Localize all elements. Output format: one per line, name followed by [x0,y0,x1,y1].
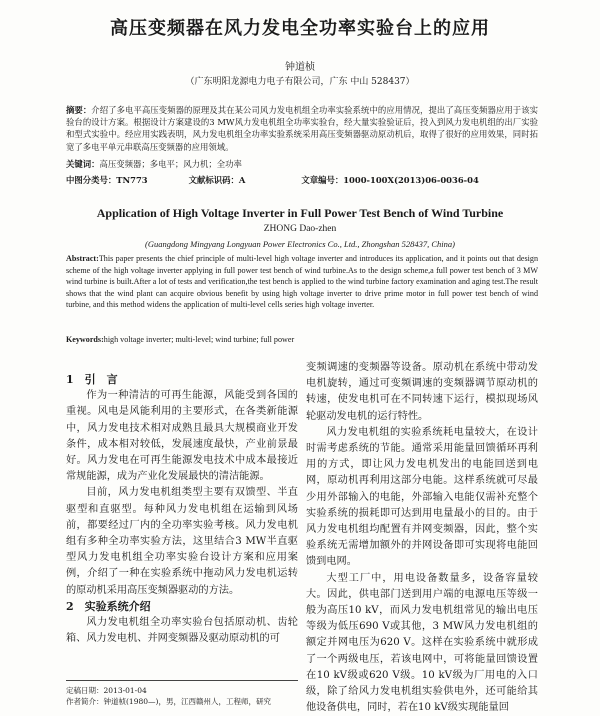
meta-zh [66,174,538,186]
clc-number: 中图分类号：TN773 [66,175,148,185]
keywords-zh [66,158,538,170]
section-2-paragraph: 风力发电机组全功率实验台包括原动机、齿轮箱、风力发电机、并网变频器及驱动原动机的可 [66,617,298,645]
section-1-paragraph: 作为一种清洁的可再生能源，风能受到各国的重视。风电是风能利用的主要形式，在各类新能源中，风力发电技术相对成熟且最具大规模商业开发条件，成本相对较低，发展速度最快，产业前景最好。风力发电在可再生能源发电技术中成本最接近常规能源，成为产业化发展最快的清洁能源。 [66,390,298,483]
abstract-zh-text: 介绍了多电平高压变频器的原理及其在某公司风力发电机组全功率实验系统中的应用情况，提出了高压变频器应用于该实验台的设计方案。根据设计方案建设的3 MW风力发电机组全功率实验台，经大量实验验证后，投入到风力发电机组的出厂实验和型式实验中。经应用实践表明，风力发电机组全功率实验系统采用高压变频器驱动原动机后，取得了很好的应用效果，同时拓宽了多电平单元串联高压变频器的应用领域。 [66,105,539,152]
column-2-paragraph: 大型工厂中，用电设备数量多，设备容量较大。因此，供电部门送到用户端的电源电压等级一般为高压10 kV，而风力发电机组常见的输出电压等级为低压690 V或其他，3 MW风力发电机组的额定并网电压为620 V。这样在实验系统中就形成了一个两级电压，若该电网中，可将能量回馈设置在10 kV级或620 V级。10 kV级为厂用电的入口级，除了给风力发电机组实验供电外，还可能给其他设备供电，同时，若在10 kV级实现能量回 [306,572,538,714]
keywords-zh-text: 高压变频器；多电平；风力机；全功率 [99,159,242,169]
footnote [66,680,298,707]
affiliation-en: (Guangdong Mingyang Longyuan Power Electronics Co., Ltd., Zhongshan 528437, China) [145,239,455,249]
paper-title-en: Application of High Voltage Inverter in Full Power Test Bench of Wind Turbine [96,206,504,220]
author-zh: 钟道桢 [285,62,315,73]
paper-title-zh: 高压变频器在风力发电全功率实验台上的应用 [110,18,490,39]
abstract-en [66,253,538,311]
received-date: 定稿日期：2013-01-04 [66,686,147,695]
keywords-en-label: Keywords: [66,335,104,344]
keywords-en-text: high voltage inverter; multi-level; wind turbine; full power [103,335,295,344]
doc-code: 文献标识码：A [188,175,246,185]
column-2-paragraph: 风力发电机组的实验系统耗电量较大，在设计时需考虑系统的节能。通常采用能量回馈循环再利用的方式，即让风力发电机发出的电能回送到电网，原动机再利用这部分电能。这样系统就可尽最少用外部输入的电能，外部输入电能仅需补充整个实验系统的损耗即可达到用电量最小的目的。由于风力发电机组均配置有并网变频器，因此，整个实验系统无需增加额外的并网设备即可实现将电能回馈到电网。 [306,426,538,568]
abstract-en-label: Abstract: [66,254,99,263]
author-intro: 作者简介：钟道桢(1980—)，男，江西赣州人，工程师，研究 [66,697,271,706]
article-number: 文章编号：1000-100X(2013)06-0036-04 [301,175,479,185]
keywords-zh-label: 关键词： [66,159,100,169]
author-en: ZHONG Dao-zhen [263,224,337,234]
column-2-paragraph: 变频调速的变频器等设备。原动机在系统中带动发电机旋转，通过可变频调速的变频器调节原动机的转速，使发电机可在不同转速下运行，模拟现场风轮驱动发电机的运行特性。 [306,362,538,422]
abstract-en-text: This paper presents the chief principle of multi-level high voltage inverter and introduces its application, and it points out that design scheme of the high voltage inverter applying in full power test bench of wind turbine.As to the design scheme,a full power test bench of 3 MW wind turbine is built.After a lot of tests and verification,the test bench is applied to the wind turbine factory examination and aging test.The result shows that the wind plant can acquire obvious benefit by using high voltage inverter to drive prime motor in full power test bench of wind turbine, and this method widens the application of multi-level cells series high voltage inverter. [66,254,538,310]
section-1-heading: 1 引 言 [66,373,118,386]
section-1-paragraph: 目前，风力发电机组类型主要有双馈型、半直驱型和直驱型。每种风力发电机组在运输到风场前，都要经过厂内的全功率实验考核。风力发电机组有多种全功率实验方法，这里结合3 MW半直驱型风力发电机组全功率实验台设计方案和应用案例，介绍了一种在实验系统中拖动风力发电机运转的原动机采用高压变频器驱动的方法。 [66,487,298,596]
abstract-zh [66,104,538,153]
abstract-zh-label: 摘要： [66,105,92,115]
body-column-right [306,360,538,716]
section-2-heading: 2 实验系统介绍 [66,599,151,613]
affiliation-zh: （广东明阳龙源电力电子有限公司，广东 中山 528437） [185,77,415,87]
keywords-en [66,335,538,344]
body-column-left [66,372,298,647]
